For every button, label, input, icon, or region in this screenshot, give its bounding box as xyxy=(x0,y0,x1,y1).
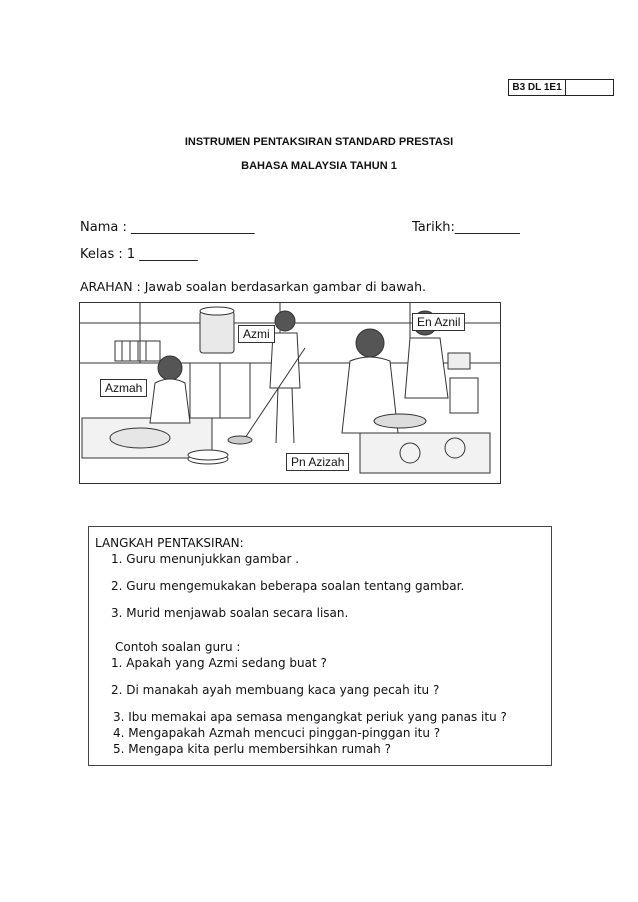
label-azmah: Azmah xyxy=(100,379,147,397)
question-item: 4. Mengapakah Azmah mencuci pinggan-pinggan itu ? xyxy=(113,726,441,740)
question-item: 3. Ibu memakai apa semasa mengangkat periuk yang panas itu ? xyxy=(113,710,507,724)
document-subtitle: BAHASA MALAYSIA TAHUN 1 xyxy=(241,160,397,172)
code-label: B3 DL 1E1 xyxy=(509,80,566,95)
assessment-heading: LANGKAH PENTAKSIRAN: xyxy=(95,536,244,550)
code-box xyxy=(508,79,614,96)
assessment-box xyxy=(88,526,552,766)
step-item: 3. Murid menjawab soalan secara lisan. xyxy=(111,606,349,620)
question-item: 1. Apakah yang Azmi sedang buat ? xyxy=(111,656,327,670)
kitchen-illustration xyxy=(79,302,501,484)
step-item: 1. Guru menunjukkan gambar . xyxy=(111,552,300,566)
kelas-field: Kelas : 1 _________ xyxy=(80,247,198,262)
label-pn-azizah: Pn Azizah xyxy=(286,453,349,471)
instruction-text: ARAHAN : Jawab soalan berdasarkan gambar di bawah. xyxy=(80,279,426,294)
examples-heading: Contoh soalan guru : xyxy=(115,640,241,654)
nama-field: Nama : ___________________ xyxy=(80,220,255,235)
code-blank-cell xyxy=(566,80,613,95)
document-title: INSTRUMEN PENTAKSIRAN STANDARD PRESTASI xyxy=(184,136,454,148)
label-en-aznil: En Aznil xyxy=(412,313,465,331)
question-item: 5. Mengapa kita perlu membersihkan rumah ? xyxy=(113,742,391,756)
tarikh-field: Tarikh:__________ xyxy=(412,220,520,235)
step-item: 2. Guru mengemukakan beberapa soalan tentang gambar. xyxy=(111,579,465,593)
question-item: 2. Di manakah ayah membuang kaca yang pecah itu ? xyxy=(111,683,440,697)
label-azmi: Azmi xyxy=(238,325,275,343)
